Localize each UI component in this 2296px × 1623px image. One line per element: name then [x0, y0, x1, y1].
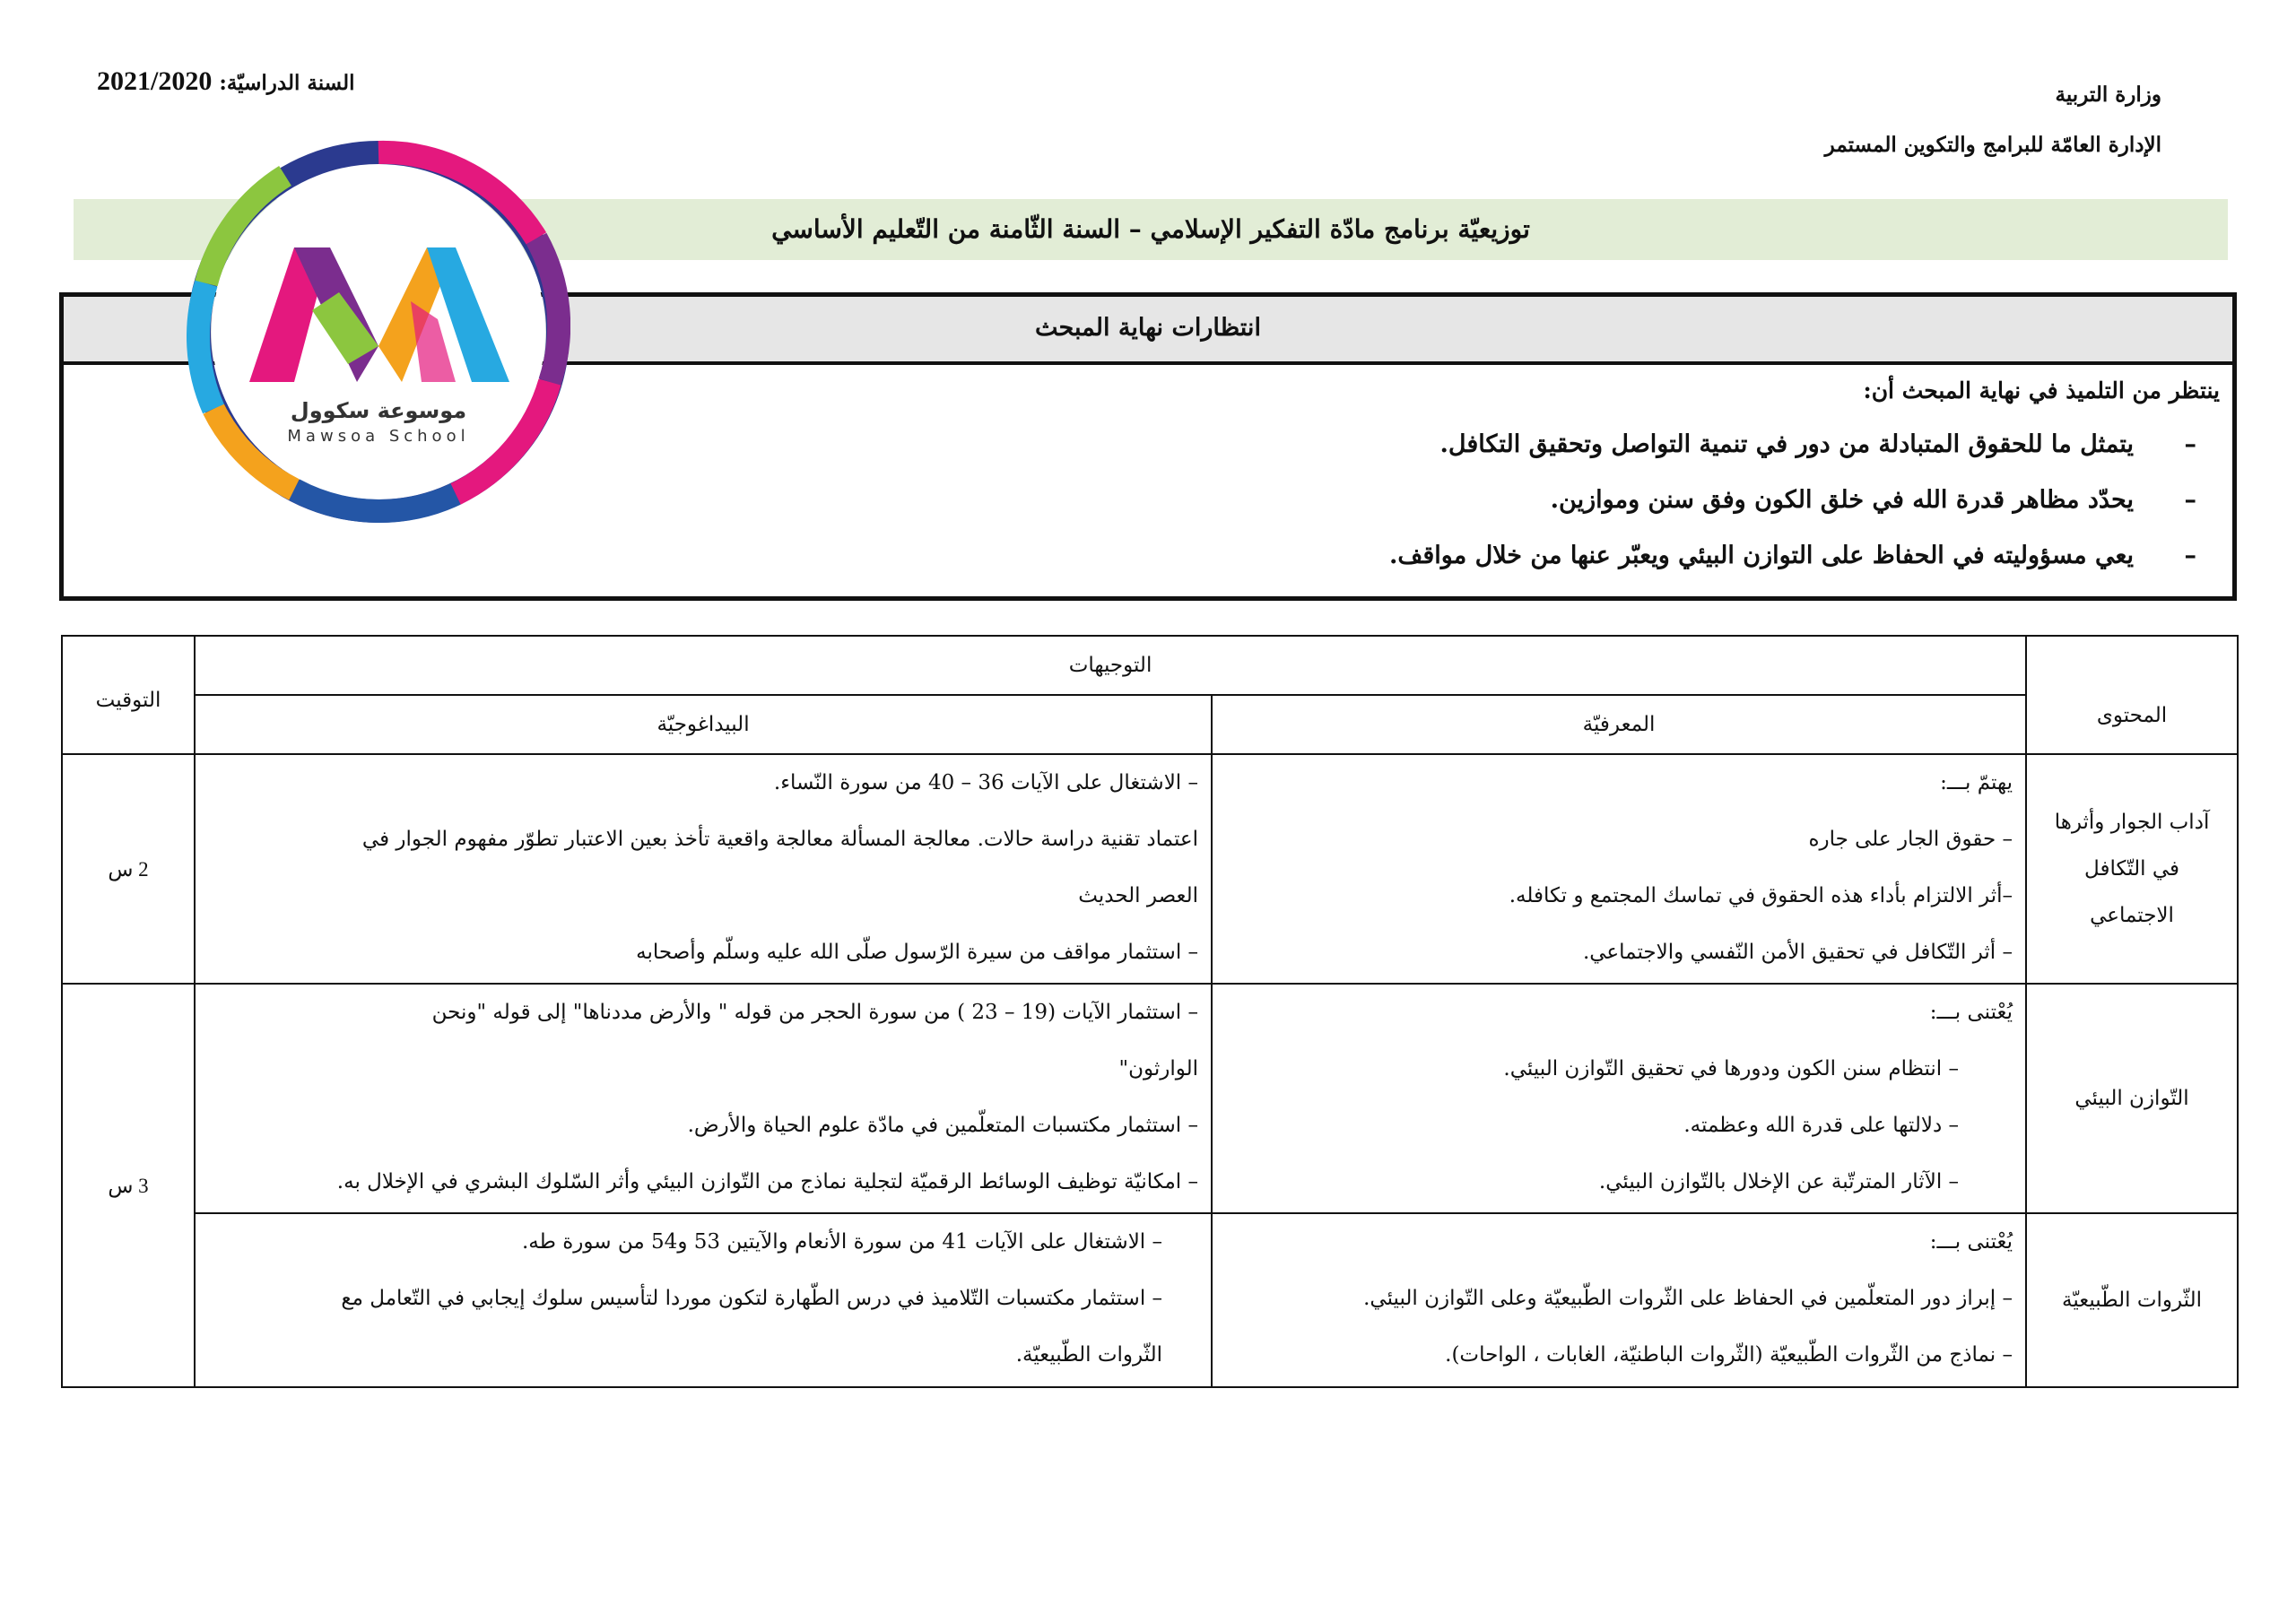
- year-label: السنة الدراسيّة:: [219, 71, 355, 95]
- expectation-item: –يعي مسؤوليته في الحفاظ على التوازن البيئي ويعبّر عنها من خلال مواقف.: [1389, 542, 2196, 569]
- row-knowledge: يُعْتنى بـــ: – انتظام سنن الكون ودورها في تحقيق التّوازن البيئي. – دلالتها على قدرة الله وعظمته. – الآثار المترتّبة عن الإخلال بالتّوازن البيئي.: [1212, 984, 2026, 1213]
- school-year: [97, 66, 355, 97]
- header-timing: التوقيت: [62, 636, 195, 754]
- row-timing: 2 س: [62, 754, 195, 984]
- row-content: التّوازن البيئي: [2026, 984, 2238, 1213]
- logo-text-en: Mawsoa School: [287, 427, 470, 446]
- table-row: [62, 984, 2238, 1213]
- row-content: آداب الجوار وأثرها في التّكافل الاجتماعي: [2026, 754, 2238, 984]
- expectation-item: –يتمثل ما للحقوق المتبادلة من دور في تنمية التواصل وتحقيق التكافل.: [1439, 430, 2196, 458]
- header-pedagogy: البيداغوجيّة: [195, 695, 1212, 754]
- ministry-name: وزارة التربية: [2055, 82, 2161, 107]
- logo-text-ar: موسوعة سكوول: [290, 398, 467, 423]
- row-content: الثّروات الطّبيعيّة: [2026, 1213, 2238, 1387]
- header-knowledge: المعرفيّة: [1212, 695, 2026, 754]
- row-knowledge: يُعْتنى بـــ: – إبراز دور المتعلّمين في الحفاظ على الثّروات الطّبيعيّة وعلى التّوازن البيئي. – نماذج من الثّروات الطّبيعيّة (الثّروات الباطنيّة، الغابات ، الواحات).: [1212, 1213, 2026, 1387]
- program-table: [61, 635, 2239, 1388]
- row-knowledge: يهتمّ بـــ: – حقوق الجار على جاره –أثر الالتزام بأداء هذه الحقوق في تماسك المجتمع و تكافله. – أثر التّكافل في تحقيق الأمن النّفسي والاجتماعي.: [1212, 754, 2026, 984]
- page-title: توزيعيّة برنامج مادّة التفكير الإسلامي – السنة الثّامنة من التّعليم الأساسي: [74, 199, 2228, 260]
- mawsoa-school-logo: [187, 140, 570, 524]
- header-right: [1534, 70, 2161, 170]
- expectations-heading: انتظارات نهاية المبحث: [64, 297, 2232, 365]
- expectation-item: –يحدّد مظاهر قدرة الله في خلق الكون وفق سنن وموازين.: [1550, 486, 2196, 514]
- table-row: [62, 1213, 2238, 1387]
- row-pedagogy: – الاشتغال على الآيات 41 من سورة الأنعام والآيتين 53 و54 من سورة طه. – استثمار مكتسبات التّلاميذ في درس الطّهارة لتكون موردا لتأسيس سلوك إيجابي في التّعامل مع الثّروات الطّبيعيّة.: [195, 1213, 1212, 1387]
- expectations-intro: ينتظر من التلميذ في نهاية المبحث أن:: [1863, 378, 2220, 404]
- row-timing: 3 س: [62, 984, 195, 1387]
- department-name: الإدارة العامّة للبرامج والتكوين المستمر: [1824, 133, 2161, 157]
- row-pedagogy: – استثمار الآيات (19 – 23 ) من سورة الحجر من قوله " والأرض مددناها" إلى قوله "ونحن الوارثون" – استثمار مكتسبات المتعلّمين في مادّة علوم الحياة والأرض. – امكانيّة توظيف الوسائط الرقميّة لتجلية نماذج من التّوازن البيئي وأثر السّلوك البشري في الإخلال به.: [195, 984, 1212, 1213]
- row-pedagogy: – الاشتغال على الآيات 36 – 40 من سورة النّساء. اعتماد تقنية دراسة حالات. معالجة المسألة معالجة واقعية تأخذ بعين الاعتبار تطوّر مفهوم الجوار في العصر الحديث – استثمار مواقف من سيرة الرّسول صلّى الله عليه وسلّم وأصحابه: [195, 754, 1212, 984]
- header-guidance: التوجيهات: [195, 636, 2026, 695]
- header-content: المحتوى: [2026, 636, 2238, 754]
- year-value: 2021/2020: [97, 66, 213, 96]
- table-row: [62, 754, 2238, 984]
